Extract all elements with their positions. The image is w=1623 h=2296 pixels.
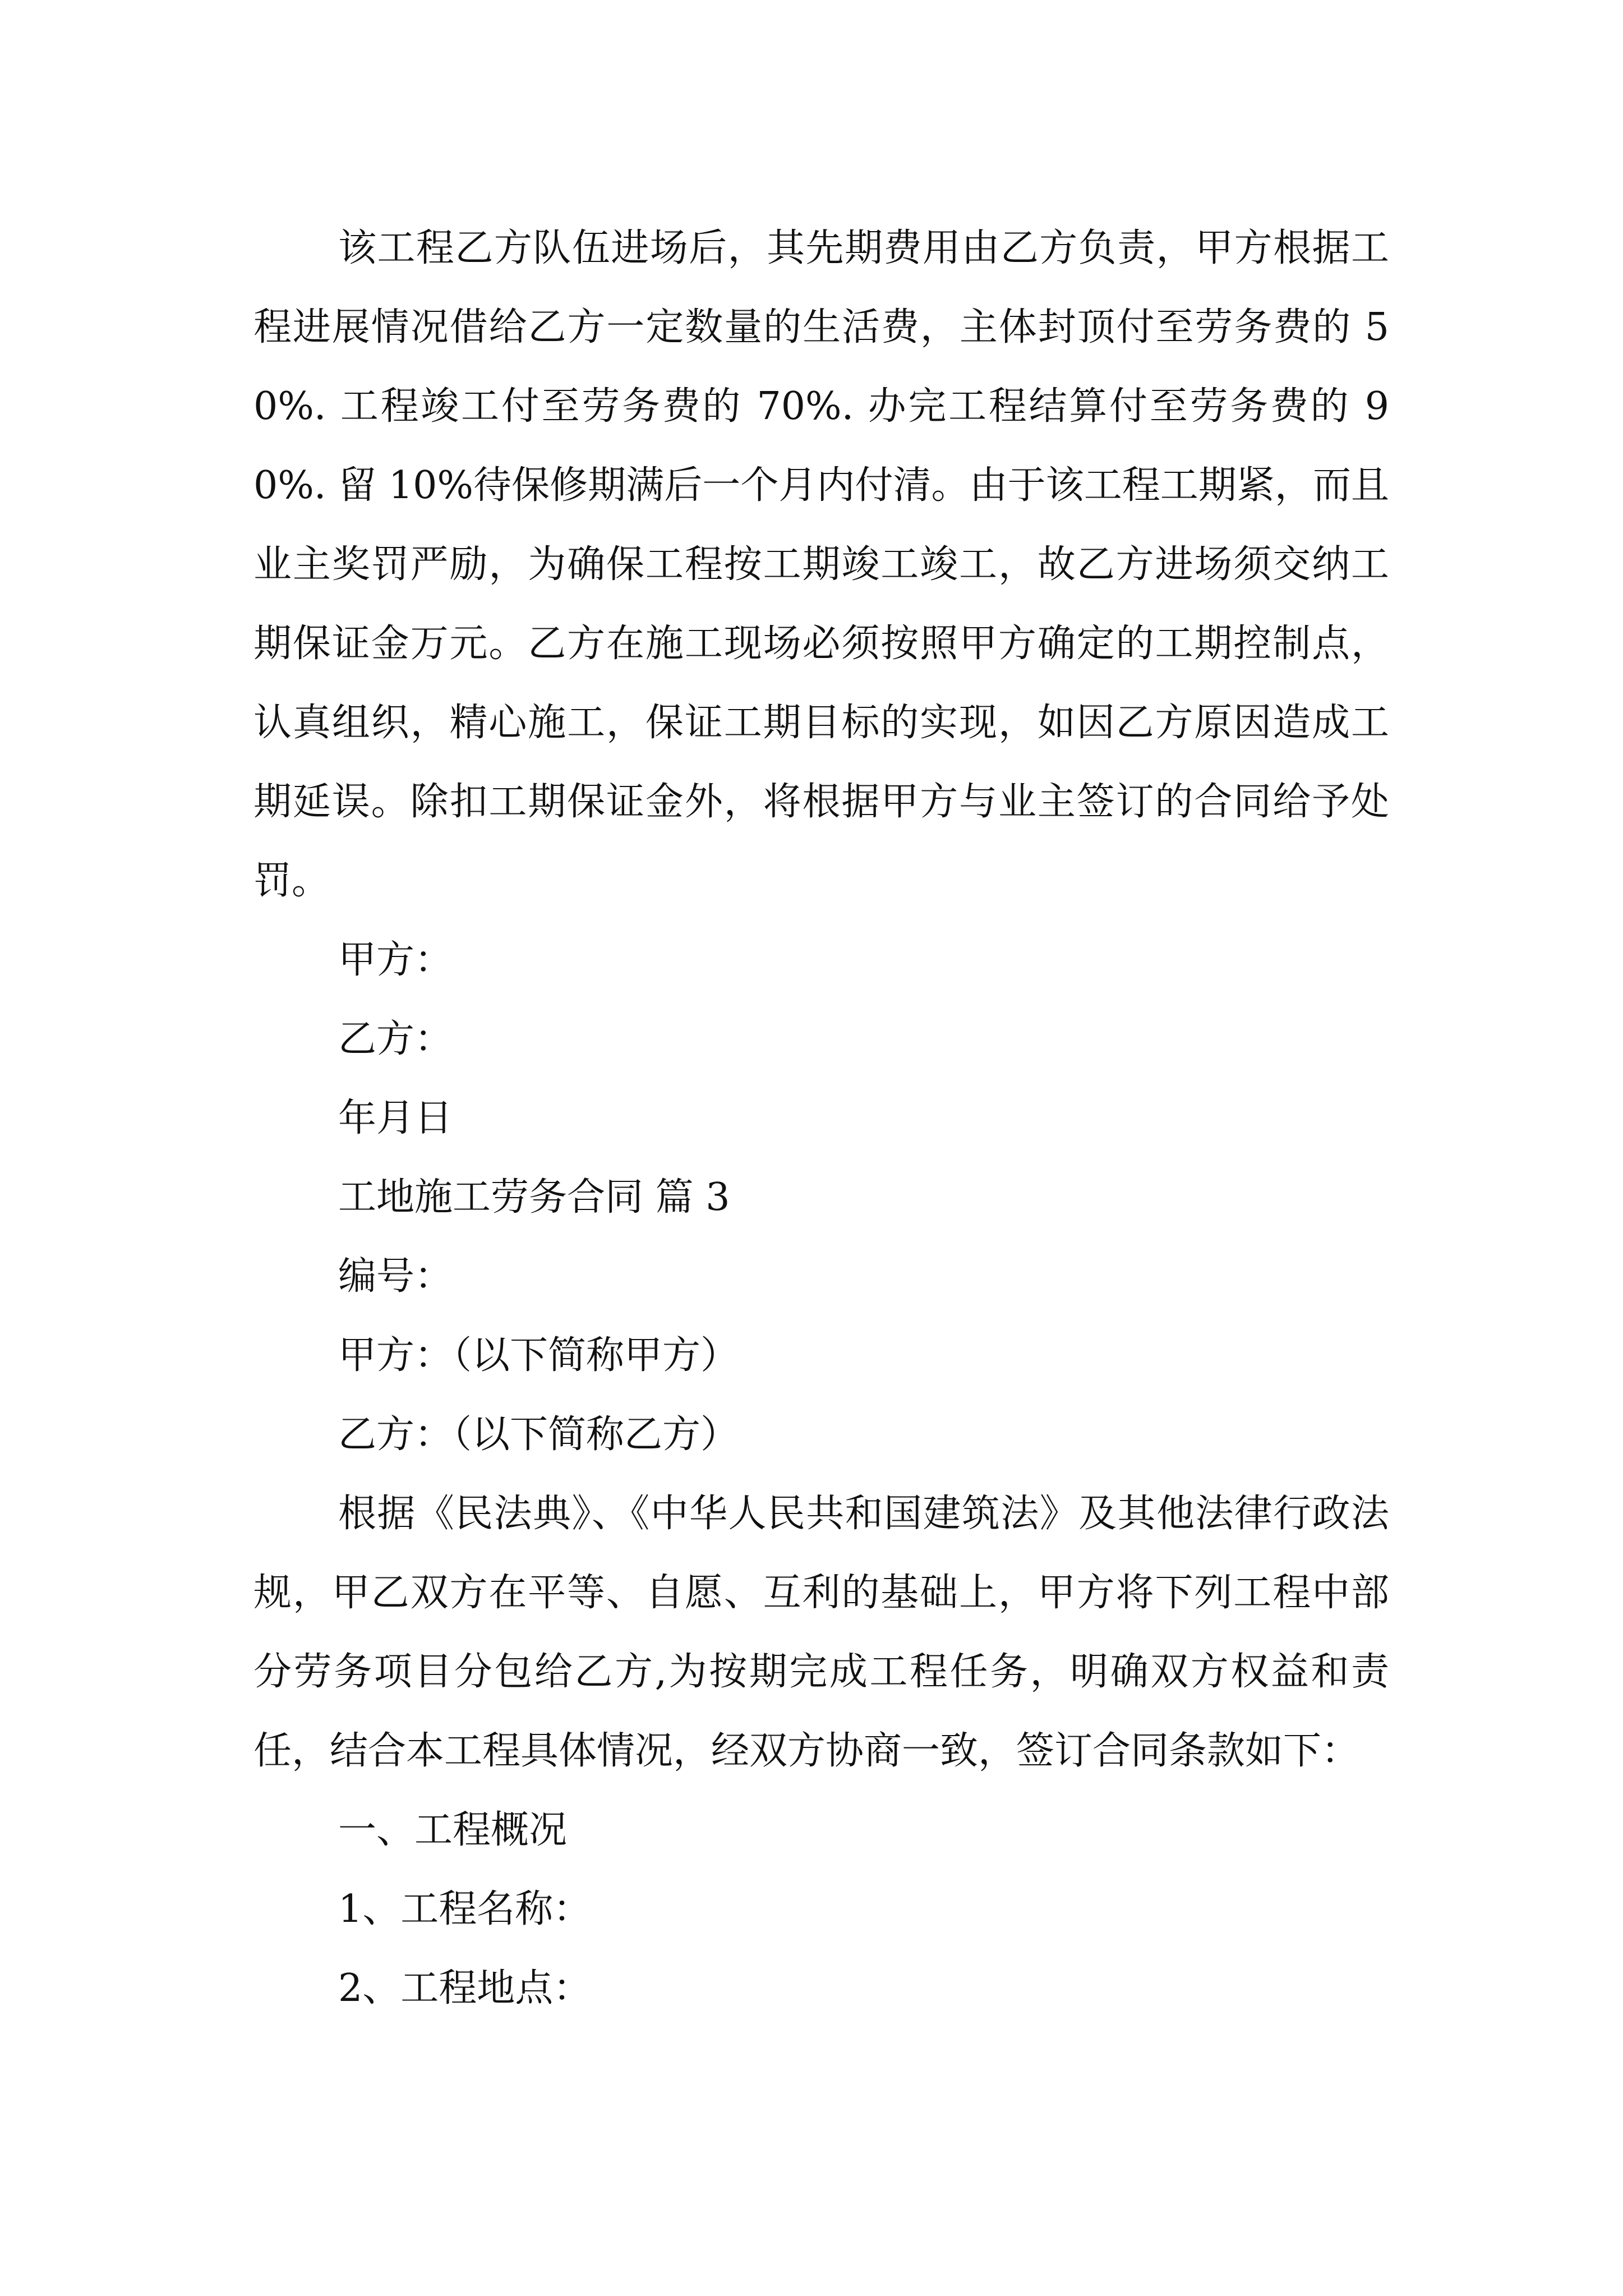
section-project-overview: 一、工程概况 [338, 1808, 568, 1852]
date-label: 年月日 [338, 1096, 453, 1140]
project-location-item: 2、工程地点： [338, 1966, 592, 2010]
project-name-item: 1、工程名称： [338, 1887, 592, 1931]
party-b-definition: 乙方：（以下简称乙方） [338, 1412, 739, 1457]
contract-number-label: 编号： [338, 1254, 453, 1299]
legal-basis-paragraph: 根据《民法典》、《中华人民共和国建筑法》及其他法律行政法规，甲乙双方在平等、自愿、互利的基础上，甲方将下列工程中部分劳务项目分包给乙方,为按期完成工程任务，明确双方权益和责任，结合本工程具体情况，经双方协商一致，签订合同条款如下： [253, 1492, 1389, 1773]
contract-heading: 工地施工劳务合同 篇 3 [338, 1175, 730, 1220]
document-page [253, 209, 1389, 2028]
party-a-signature-label: 甲方： [338, 938, 453, 982]
payment-terms-paragraph: 该工程乙方队伍进场后，其先期费用由乙方负责，甲方根据工程进展情况借给乙方一定数量的生活费，主体封顶付至劳务费的 50%. 工程竣工付至劳务费的 70%. 办完工程结算付至劳务费的 90%. 留 10%待保修期满后一个月内付清。由于该工程工期紧，而且业主奖罚严励，为确保工程按工期竣工竣工，故乙方进场须交纳工期保证金万元。乙方在施工现场必须按照甲方确定的工期控制点，认真组织，精心施工，保证工期目标的实现，如因乙方原因造成工期延误。除扣工期保证金外，将根据甲方与业主签订的合同给予处罚。 [253, 226, 1389, 903]
party-b-signature-label: 乙方： [338, 1017, 453, 1061]
party-a-definition: 甲方：（以下简称甲方） [338, 1333, 739, 1378]
